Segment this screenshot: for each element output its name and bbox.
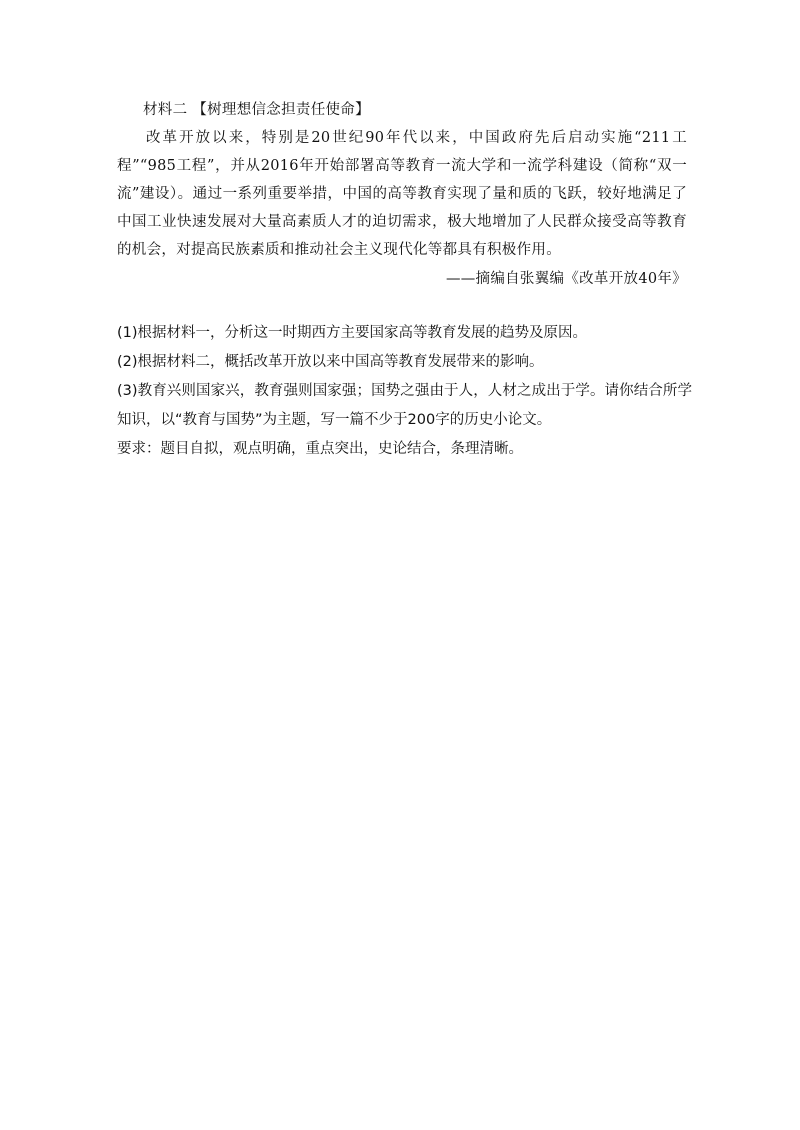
question-1: (1)根据材料一，分析这一时期西方主要国家高等教育发展的趋势及原因。	[117, 325, 588, 341]
question-requirement: 要求：题目自拟，观点明确，重点突出，史论结合，条理清晰。	[117, 441, 523, 457]
question-2: (2)根据材料二，概括改革开放以来中国高等教育发展带来的影响。	[117, 354, 544, 370]
question-3: (3)教育兴则国家兴，教育强则国家强；国势之强由于人，人材之成出于学。请你结合所学知识，以“教育与国势”为主题，写一篇不少于200字的历史小论文。	[117, 383, 692, 428]
material-body: 改革开放以来，特别是20世纪90年代以来，中国政府先后启动实施“211工程”“985工程”，并从2016年开始部署高等教育一流大学和一流学科建设（简称“双一流”建设）。通过一系列重要举措，中国的高等教育实现了量和质的飞跃，较好地满足了中国工业快速发展对大量高素质人才的迫切需求，极大地增加了人民群众接受高等教育的机会，对提高民族素质和推动社会主义现代化等都具有积极作用。	[117, 130, 687, 258]
question-list	[117, 319, 692, 464]
material-two	[117, 96, 687, 293]
material-source: ——摘编自张翼编《改革开放40年》	[445, 271, 687, 287]
material-title: 材料二 【树理想信念担责任使命】	[143, 102, 370, 118]
